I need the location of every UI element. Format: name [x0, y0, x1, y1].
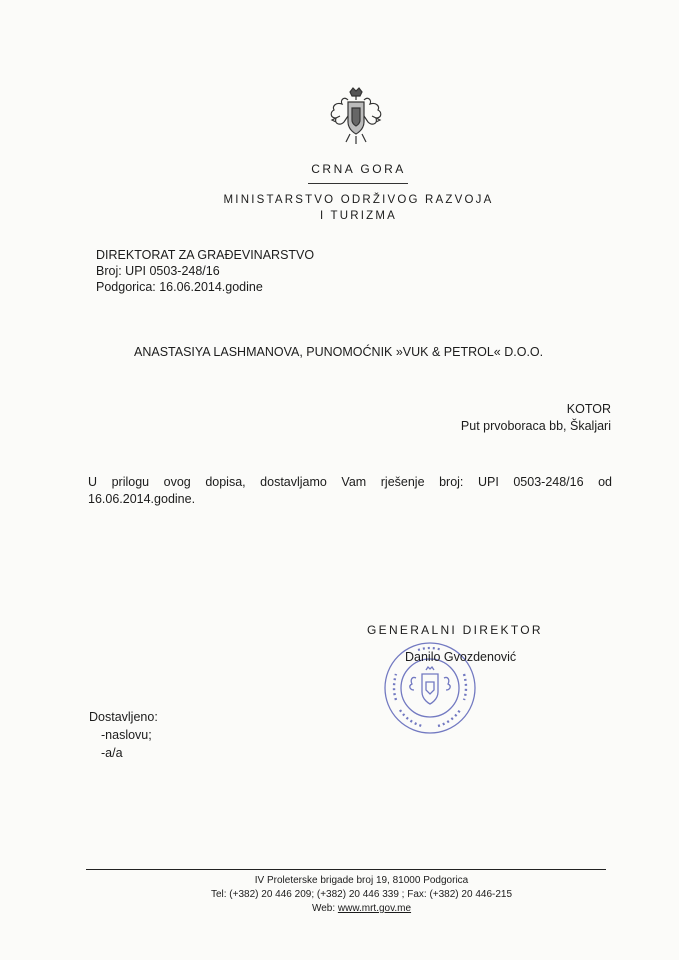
- footer-divider: [86, 869, 606, 870]
- distribution-item: -a/a: [101, 746, 123, 760]
- ministry-name-line2: I TURIZMA: [319, 210, 398, 222]
- footer-address: IV Proleterske brigade broj 19, 81000 Podgorica: [254, 875, 469, 886]
- body-word: U: [88, 475, 98, 489]
- footer-web-link[interactable]: www.mrt.gov.me: [337, 903, 412, 914]
- footer-web-label: Web:: [311, 903, 338, 914]
- coat-of-arms-icon: [326, 86, 386, 148]
- place-date: Podgorica: 16.06.2014.godine: [96, 280, 263, 294]
- body-word: prilogu: [111, 475, 150, 489]
- letter-body-line2: 16.06.2014.godine.: [88, 492, 196, 506]
- letter-body: [88, 474, 612, 508]
- body-word: Vam: [341, 475, 367, 489]
- footer-phones: Tel: (+382) 20 446 209; (+382) 20 446 339 ; Fax: (+382) 20 446-215: [210, 889, 513, 900]
- reference-number: Broj: UPI 0503-248/16: [96, 264, 220, 278]
- body-word: od: [598, 475, 612, 489]
- recipient-city: KOTOR: [566, 402, 611, 416]
- body-word: UPI: [477, 475, 499, 489]
- header-divider: [308, 183, 408, 184]
- directorate-name: DIREKTORAT ZA GRAĐEVINARSTVO: [96, 248, 315, 262]
- ministry-name-line1: MINISTARSTVO ODRŽIVOG RAZVOJA: [223, 194, 494, 206]
- recipient-name: ANASTASIYA LASHMANOVA, PUNOMOĆNIK »VUK & PETROL« D.O.O.: [134, 345, 544, 359]
- recipient-address: Put prvoboraca bb, Škaljari: [460, 419, 611, 433]
- body-word: dostavljamo: [260, 475, 327, 489]
- distribution-label: Dostavljeno:: [89, 710, 158, 724]
- body-word: ovog: [163, 475, 191, 489]
- footer-web: [0, 903, 679, 914]
- body-word: dopisa,: [205, 475, 246, 489]
- body-word: 0503-248/16: [513, 475, 584, 489]
- country-name: CRNA GORA: [311, 162, 406, 176]
- signatory-title: GENERALNI DIREKTOR: [367, 623, 543, 637]
- letter-body-line1: [88, 474, 612, 491]
- body-word: rješenje: [380, 475, 425, 489]
- distribution-item: -naslovu;: [101, 728, 152, 742]
- signatory-name: Danilo Gvozdenović: [405, 650, 517, 664]
- body-word: broj:: [439, 475, 464, 489]
